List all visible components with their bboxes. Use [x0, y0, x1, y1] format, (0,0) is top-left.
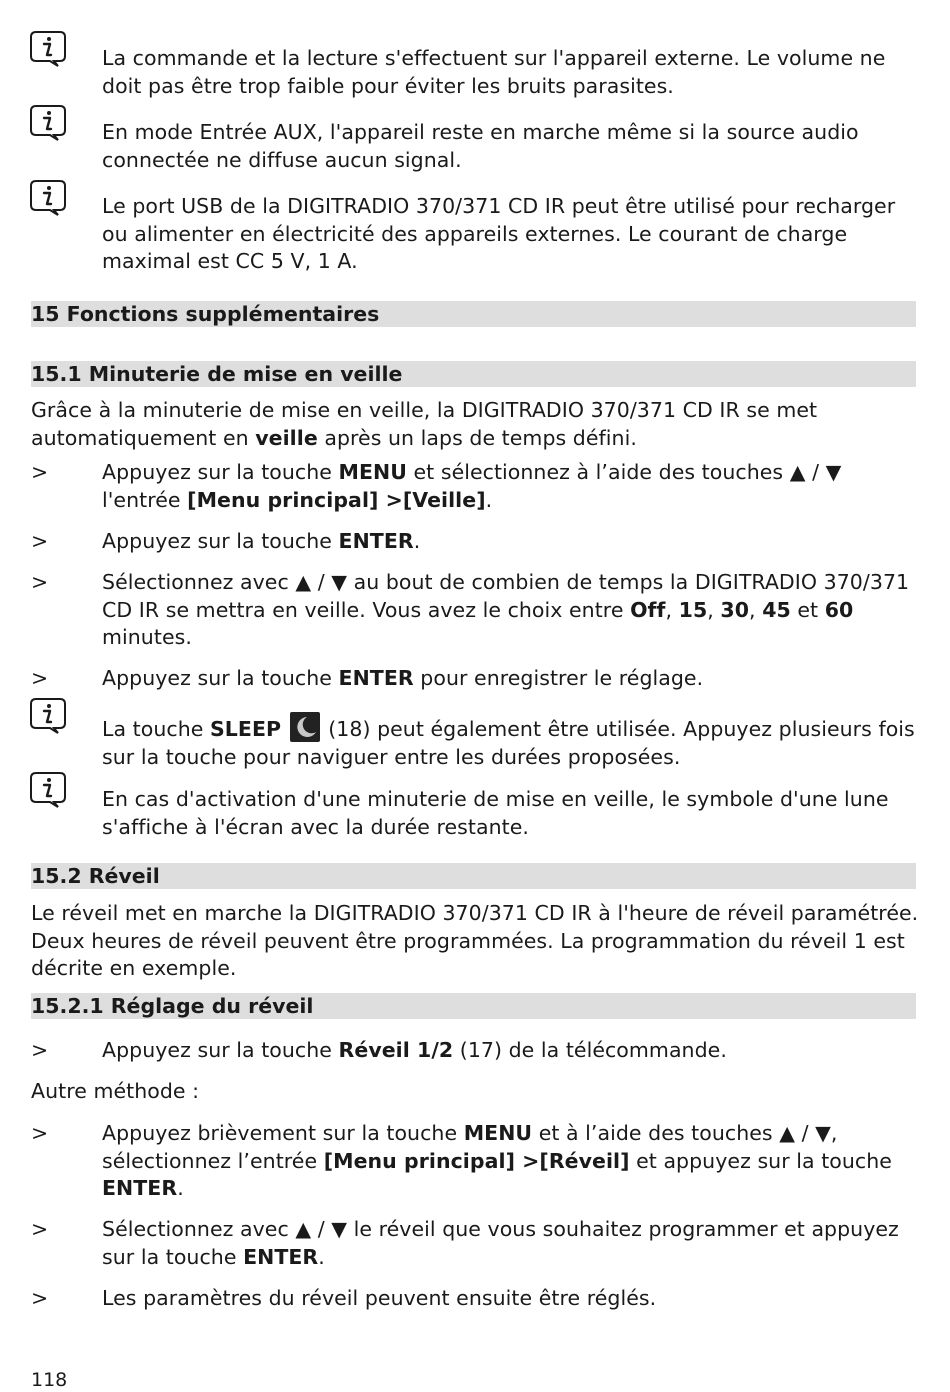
step-marker: > — [31, 1217, 49, 1241]
step-marker: > — [31, 1286, 49, 1310]
paragraph: Le réveil met en marche la DIGITRADIO 370/371 CD IR à l'heure de réveil paramétrée. Deux heures de réveil peuvent être programmées. La programmation du réveil 1 est décrite en exemple. — [31, 901, 919, 980]
note-text: En mode Entrée AUX, l'appareil reste en marche même si la source audio connectée ne diffuse aucun signal. — [102, 120, 859, 172]
note-text: Le port USB de la DIGITRADIO 370/371 CD IR peut être utilisé pour recharger ou alimenter en électricité des appareils externes. Le courant de charge maximal est CC 5 V, 1 A. — [102, 194, 896, 273]
step-text: Sélectionnez avec ▲ / ▼ au bout de combien de temps la DIGITRADIO 370/371 CD IR se mettra en veille. Vous avez le choix entre Off, 15, 30, 45 et 60 minutes. — [102, 570, 910, 649]
step-marker: > — [31, 1121, 49, 1145]
step-text: Appuyez sur la touche Réveil 1/2 (17) de la télécommande. — [102, 1038, 727, 1062]
info-icon — [30, 30, 68, 68]
step-text: Appuyez sur la touche MENU et sélectionnez à l’aide des touches ▲ / ▼ l'entrée [Menu principal] >[Veille]. — [102, 460, 842, 512]
step-text: Appuyez sur la touche ENTER. — [102, 529, 421, 553]
section-heading: 15 Fonctions supplémentaires — [31, 301, 916, 327]
info-icon — [30, 697, 68, 735]
paragraph: Grâce à la minuterie de mise en veille, la DIGITRADIO 370/371 CD IR se met automatiquement en veille après un laps de temps défini. — [31, 398, 818, 450]
step-text: Appuyez sur la touche ENTER pour enregistrer le réglage. — [102, 666, 704, 690]
step-marker: > — [31, 1038, 49, 1062]
section-heading: 15.2 Réveil — [31, 863, 916, 889]
step-marker: > — [31, 529, 49, 553]
paragraph: Autre méthode : — [31, 1079, 200, 1103]
step-marker: > — [31, 570, 49, 594]
section-heading: 15.1 Minuterie de mise en veille — [31, 361, 916, 387]
note-text: La commande et la lecture s'effectuent sur l'appareil externe. Le volume ne doit pas être trop faible pour éviter les bruits parasites. — [102, 46, 886, 98]
section-heading: 15.2.1 Réglage du réveil — [31, 993, 916, 1019]
note-text: La touche SLEEP (18) peut également être utilisée. Appuyez plusieurs fois sur la touche pour naviguer entre les durées proposées. — [102, 712, 920, 771]
info-icon — [30, 104, 68, 142]
step-marker: > — [31, 666, 49, 690]
info-icon — [30, 771, 68, 809]
step-text: Les paramètres du réveil peuvent ensuite être réglés. — [102, 1286, 657, 1310]
step-text: Sélectionnez avec ▲ / ▼ le réveil que vous souhaitez programmer et appuyez sur la touche ENTER. — [102, 1217, 899, 1269]
moon-icon — [290, 712, 320, 742]
step-text: Appuyez brièvement sur la touche MENU et à l’aide des touches ▲ / ▼, sélectionnez l’entrée [Menu principal] >[Réveil] et appuyez sur la touche ENTER. — [102, 1121, 892, 1200]
note-text: En cas d'activation d'une minuterie de mise en veille, le symbole d'une lune s'affiche à l'écran avec la durée restante. — [102, 787, 889, 839]
page-number: 118 — [31, 1369, 68, 1391]
info-icon — [30, 179, 68, 217]
step-marker: > — [31, 460, 49, 484]
